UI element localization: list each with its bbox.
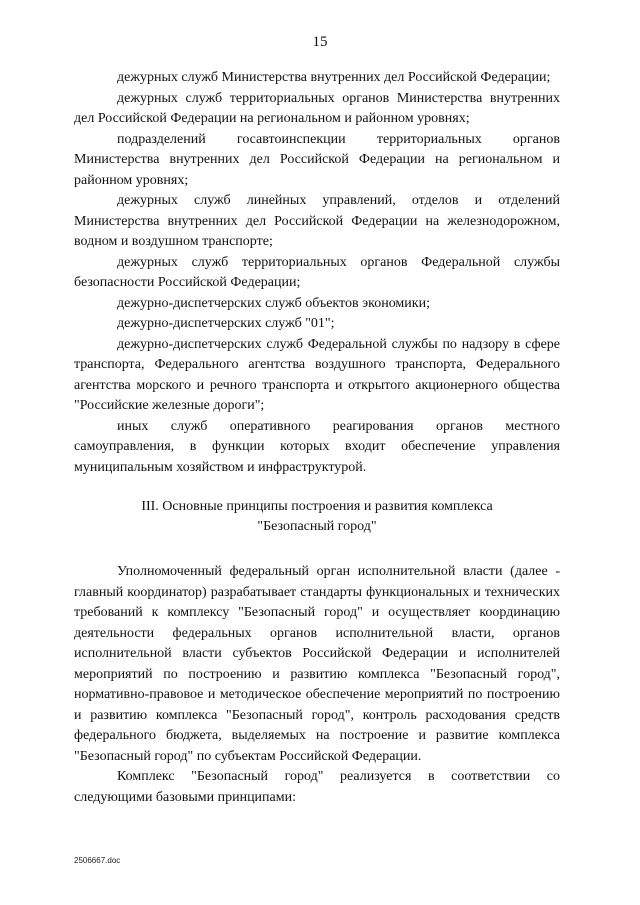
list-item: дежурных служб территориальных органов Министерства внутренних дел Российской Федерации на региональном и районном уровнях; [74, 90, 560, 126]
document-body [74, 68, 560, 808]
body-paragraph: Комплекс "Безопасный город" реализуется в соответствии со следующими базовыми принципами: [74, 769, 560, 805]
list-item: дежурно-диспетчерских служб объектов экономики; [117, 295, 430, 311]
list-item: дежурно-диспетчерских служб "01"; [117, 316, 335, 331]
section-heading-line2: "Безопасный город" [257, 519, 377, 534]
list-item: иных служб оперативного реагирования органов местного самоуправления, в функции которых входит обеспечение управления муниципальным хозяйством и инфраструктурой. [74, 418, 560, 475]
body-paragraph: Уполномоченный федеральный орган исполнительной власти (далее - главный координатор) разрабатывает стандарты функциональных и технических требований к комплексу "Безопасный город" и осуществляет координацию деятельности федеральных органов исполнительной власти, органов исполнительной власти субъектов Российской Федерации и исполнителей мероприятий по построению и развитию комплекса "Безопасный город", нормативно-правовое и методическое обеспечение мероприятий по построению и развитию комплекса "Безопасный город", контроль расходования средств федерального бюджета, выделяемых на построение и развитие комплекса "Безопасный город" по субъектам Российской Федерации. [74, 564, 560, 764]
footer-file-code: 2506667.doc [74, 856, 121, 865]
list-item: дежурных служб линейных управлений, отделов и отделений Министерства внутренних дел Российской Федерации на железнодорожном, водном и воздушном транспорте; [74, 193, 560, 249]
section-heading [74, 497, 560, 537]
list-item: дежурно-диспетчерских служб Федеральной службы по надзору в сфере транспорта, Федерального агентства воздушного транспорта, Федерального агентства морского и речного транспорта и открытого акционерного общества "Российские железные дороги"; [74, 336, 560, 413]
list-item: дежурных служб территориальных органов Федеральной службы безопасности Российской Федерации; [74, 254, 560, 290]
list-item: подразделений госавтоинспекции территориальных органов Министерства внутренних дел Российской Федерации на региональном и районном уровнях; [74, 131, 560, 188]
section-heading-line1: III. Основные принципы построения и развития комплекса [141, 499, 493, 514]
list-item: дежурных служб Министерства внутренних дел Российской Федерации; [117, 70, 551, 85]
page-number: 15 [312, 34, 328, 50]
